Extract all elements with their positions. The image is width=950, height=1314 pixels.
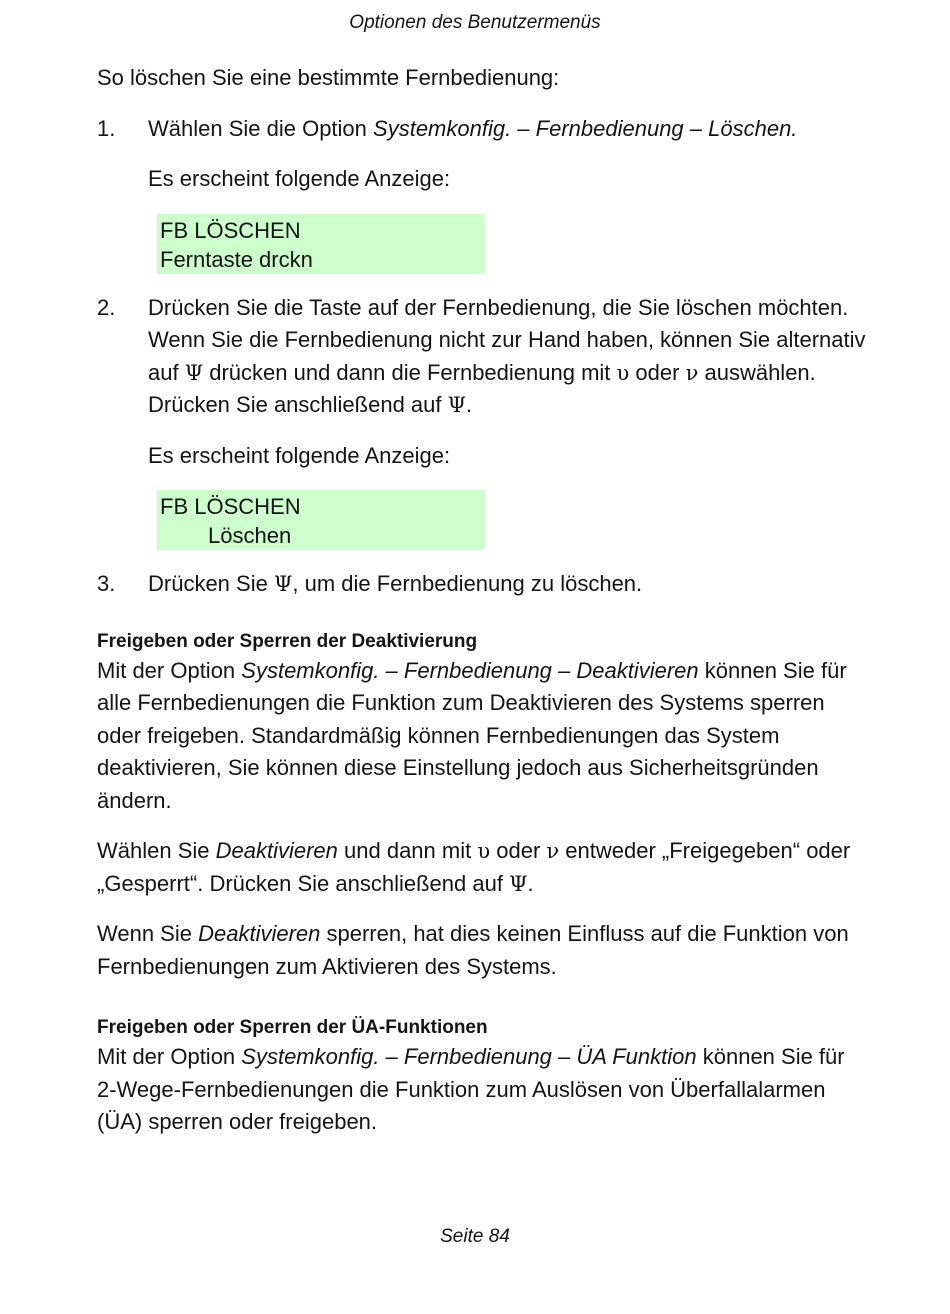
- lcd-line-1: FB LÖSCHEN: [160, 494, 301, 519]
- display-caption: Es erscheint folgende Anzeige:: [148, 442, 451, 468]
- step-2: [97, 292, 867, 551]
- page-content: [97, 62, 867, 1139]
- body-paragraph: Wählen Sie Deaktivieren und dann mit υ oder ν entweder „Freigegeben“ oder „Gesperrt“. Drücken Sie anschließend auf Ψ.: [97, 838, 851, 896]
- enter-key-icon: Ψ: [509, 871, 528, 896]
- menu-path: Systemkonfig. – Fernbedienung – Löschen.: [373, 115, 798, 141]
- display-caption: Es erscheint folgende Anzeige:: [148, 166, 451, 191]
- body-paragraph: Mit der Option Systemkonfig. – Fernbedienung – Deaktivieren können Sie für alle Fernbedienungen die Funktion zum Deaktivieren des Systems sperren oder freigeben. Standardmäßig können Fernbedienungen das System deaktivieren, Sie können diese Einstellung jedoch aus Sicherheitsgründen ändern.: [97, 657, 847, 813]
- step-number: 2.: [97, 294, 116, 320]
- down-key-icon: ν: [546, 839, 560, 863]
- intro-text: So löschen Sie eine bestimmte Fernbedienung:: [97, 65, 560, 90]
- enter-key-icon: Ψ: [447, 393, 467, 417]
- enter-key-icon: Ψ: [184, 360, 204, 385]
- lcd-line-2: Löschen: [208, 523, 292, 548]
- step-text: Drücken Sie Ψ, um die Fernbedienung zu löschen.: [148, 571, 643, 596]
- step-number: 1.: [97, 115, 116, 141]
- body-paragraph: Mit der Option Systemkonfig. – Fernbedienung – ÜA Funktion können Sie für 2-Wege-Fernbedienungen die Funktion zum Auslösen von Überfallalarmen (ÜA) sperren oder freigeben.: [97, 1044, 845, 1134]
- up-key-icon: υ: [616, 360, 630, 385]
- lcd-line-2: Ferntaste drckn: [160, 246, 313, 272]
- down-key-icon: ν: [685, 360, 699, 385]
- page-number: Seite 84: [440, 1226, 510, 1247]
- step-text: Wählen Sie die Option Systemkonfig. – Fernbedienung – Löschen.: [148, 115, 798, 141]
- step-1: [97, 113, 867, 274]
- step-number: 3.: [97, 571, 116, 596]
- step-text: Drücken Sie die Taste auf der Fernbedienung, die Sie löschen möchten. Wenn Sie die Fernbedienung nicht zur Hand haben, können Sie alternativ auf Ψ drücken und dann die Fernbedienung mit υ oder ν auswählen. Drücken Sie anschließend auf Ψ.: [148, 294, 866, 417]
- lcd-display: [157, 490, 485, 550]
- enter-key-icon: Ψ: [273, 572, 293, 596]
- body-paragraph: Wenn Sie Deaktivieren sperren, hat dies keinen Einfluss auf die Funktion von Fernbedienungen zum Aktivieren des Systems.: [97, 921, 849, 979]
- running-header: Optionen des Benutzermenüs: [349, 12, 601, 33]
- section-heading: Freigeben oder Sperren der ÜA-Funktionen: [97, 1017, 488, 1038]
- up-key-icon: υ: [477, 839, 491, 863]
- lcd-display: [157, 214, 485, 274]
- lcd-line-1: FB LÖSCHEN: [160, 217, 301, 243]
- section-heading: Freigeben oder Sperren der Deaktivierung: [97, 630, 478, 652]
- step-3: [97, 568, 867, 601]
